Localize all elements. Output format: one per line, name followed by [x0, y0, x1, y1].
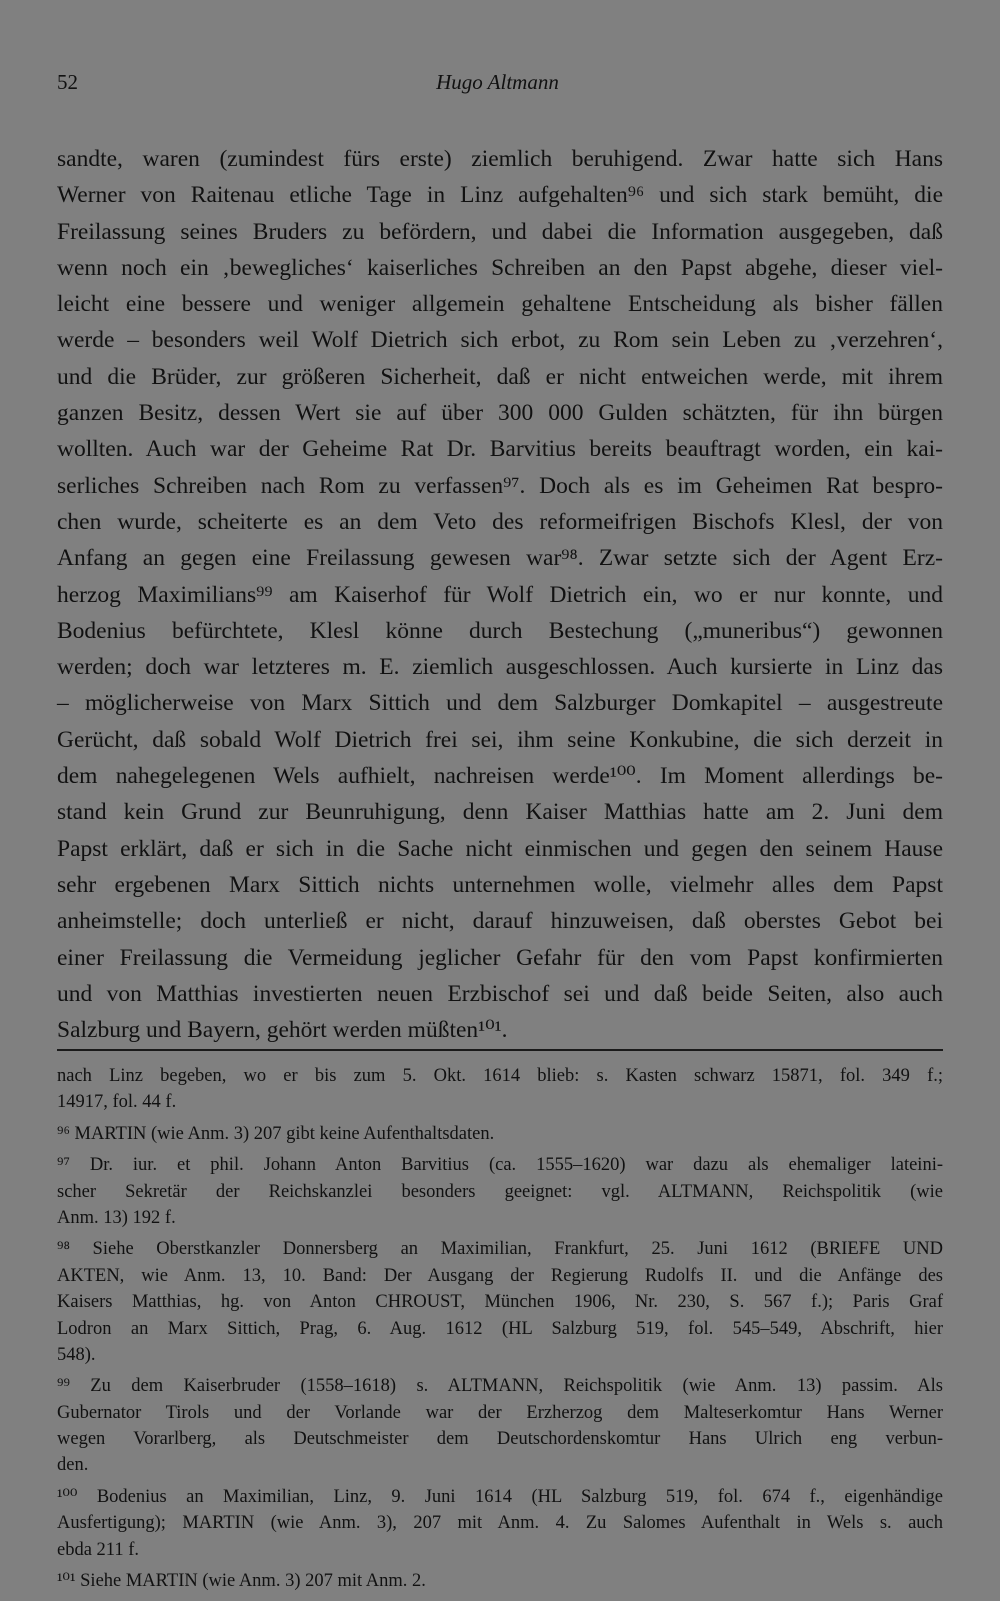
footnote-line: Anm. 13) 192 f. [57, 1207, 176, 1228]
footnote-line: Ausfertigung); MARTIN (wie Anm. 3), 207 mit Anm. 4. Zu Salomes Aufenthalt in Wels s. auch [57, 1513, 943, 1534]
body-line: wenn noch ein ‚bewegliches‘ kaiserliches Schreiben an den Papst abgehe, dieser viel- [57, 254, 943, 281]
page-header [57, 70, 938, 100]
body-line: herzog Maximilians⁹⁹ am Kaiserhof für Wolf Dietrich ein, wo er nur konnte, und [57, 581, 943, 608]
footnote-line: Gubernator Tirols und der Vorlande war der Erzherzog dem Malteserkomtur Hans Werner [57, 1402, 943, 1423]
footnote-line: wegen Vorarlberg, als Deutschmeister dem Deutschordenskomtur Hans Ulrich eng verbun- [57, 1429, 943, 1450]
footnote-line: Kaisers Matthias, hg. von Anton CHROUST, München 1906, Nr. 230, S. 567 f.); Paris Graf [57, 1292, 943, 1313]
body-line: ganzen Besitz, dessen Wert sie auf über 300 000 Gulden schätzten, für ihn bürgen [57, 400, 943, 427]
footnote-line: 548). [57, 1344, 96, 1365]
footnote-96: ⁹⁶ MARTIN (wie Anm. 3) 207 gibt keine Aufenthaltsdaten. [57, 1123, 495, 1144]
body-line: stand kein Grund zur Beunruhigung, denn Kaiser Matthias hatte am 2. Juni dem [57, 799, 943, 826]
body-line: anheimstelle; doch unterließ er nicht, darauf hinzuweisen, daß oberstes Gebot bei [57, 908, 943, 935]
footnote-line: ebda 211 f. [57, 1539, 140, 1560]
page-number: 52 [57, 70, 78, 94]
footnote-line: den. [57, 1455, 89, 1476]
footnote-line: AKTEN, wie Anm. 13, 10. Band: Der Ausgang der Regierung Rudolfs II. und die Anfänge des [57, 1265, 943, 1286]
body-line: – möglicherweise von Marx Sittich und dem Salzburger Domkapitel – ausgestreute [57, 690, 943, 717]
body-line: Anfang an gegen eine Freilassung gewesen war⁹⁸. Zwar setzte sich der Agent Erz- [57, 545, 943, 572]
footnote-line: nach Linz begeben, wo er bis zum 5. Okt. 1614 blieb: s. Kasten schwarz 15871, fol. 349 f.; [57, 1066, 943, 1086]
body-line: einer Freilassung die Vermeidung jeglicher Gefahr für den vom Papst konfirmierten [57, 944, 943, 971]
body-line: Werner von Raitenau etliche Tage in Linz aufgehalten⁹⁶ und sich stark bemüht, die [57, 182, 943, 209]
body-line: leicht eine bessere und weniger allgemein gehaltene Entscheidung als bisher fällen [57, 291, 943, 318]
footnote-line: scher Sekretär der Reichskanzlei besonders geeignet: vgl. ALTMANN, Reichspolitik (wie [57, 1181, 943, 1202]
footnote-line: Lodron an Marx Sittich, Prag, 6. Aug. 1612 (HL Salzburg 519, fol. 545–549, Abschrift, hier [57, 1318, 943, 1339]
footnote-line: 14917, fol. 44 f. [57, 1092, 177, 1113]
body-line: sehr ergebenen Marx Sittich nichts unternehmen wolle, vielmehr alles dem Papst [57, 871, 943, 898]
body-line: Salzburg und Bayern, gehört werden müßten¹⁰¹. [57, 1017, 508, 1044]
body-line: Gerücht, daß sobald Wolf Dietrich frei sei, ihm seine Konkubine, die sich derzeit in [57, 726, 943, 753]
body-line: Freilassung seines Bruders zu befördern, und dabei die Information ausgegeben, daß [57, 218, 943, 245]
body-line: werde – besonders weil Wolf Dietrich sich erbot, zu Rom sein Leben zu ‚verzehren‘, [57, 327, 943, 354]
body-text [57, 141, 943, 1048]
footnote-separator [57, 1049, 943, 1051]
body-line: werden; doch war letzteres m. E. ziemlich ausgeschlossen. Auch kursierte in Linz das [57, 654, 943, 681]
footnote-97: ⁹⁷ Dr. iur. et phil. Johann Anton Barvitius (ca. 1555–1620) war dazu als ehemaliger lateini- [57, 1155, 943, 1176]
body-line: und die Brüder, zur größeren Sicherheit, daß er nicht entweichen werde, mit ihrem [57, 363, 943, 390]
body-line: dem nahegelegenen Wels aufhielt, nachreisen werde¹⁰⁰. Im Moment allerdings be- [57, 763, 943, 790]
body-line: Papst erklärt, daß er sich in die Sache nicht einmischen und gegen den seinem Hause [57, 835, 943, 862]
body-line: wollten. Auch war der Geheime Rat Dr. Barvitius bereits beauftragt worden, ein kai- [57, 436, 943, 463]
body-line: Bodenius befürchtete, Klesl könne durch Bestechung („muneribus“) gewonnen [57, 617, 943, 644]
footnote-101: ¹⁰¹ Siehe MARTIN (wie Anm. 3) 207 mit Anm. 2. [57, 1571, 426, 1592]
footnote-99: ⁹⁹ Zu dem Kaiserbruder (1558–1618) s. ALTMANN, Reichspolitik (wie Anm. 13) passim. Als [57, 1376, 943, 1397]
running-head: Hugo Altmann [436, 70, 559, 94]
body-line: und von Matthias investierten neuen Erzbischof sei und daß beide Seiten, also auch [57, 980, 943, 1007]
body-line: sandte, waren (zumindest fürs erste) ziemlich beruhigend. Zwar hatte sich Hans [57, 146, 943, 172]
footnote-98: ⁹⁸ Siehe Oberstkanzler Donnersberg an Maximilian, Frankfurt, 25. Juni 1612 (BRIEFE UND [57, 1239, 943, 1260]
body-line: serliches Schreiben nach Rom zu verfassen⁹⁷. Doch als es im Geheimen Rat bespro- [57, 472, 943, 499]
footnote-100: ¹⁰⁰ Bodenius an Maximilian, Linz, 9. Juni 1614 (HL Salzburg 519, fol. 674 f., eigenhändige [57, 1486, 943, 1507]
body-line: chen wurde, scheiterte es an dem Veto des reformeifrigen Bischofs Klesl, der von [57, 508, 943, 535]
footnotes [57, 1063, 943, 1594]
